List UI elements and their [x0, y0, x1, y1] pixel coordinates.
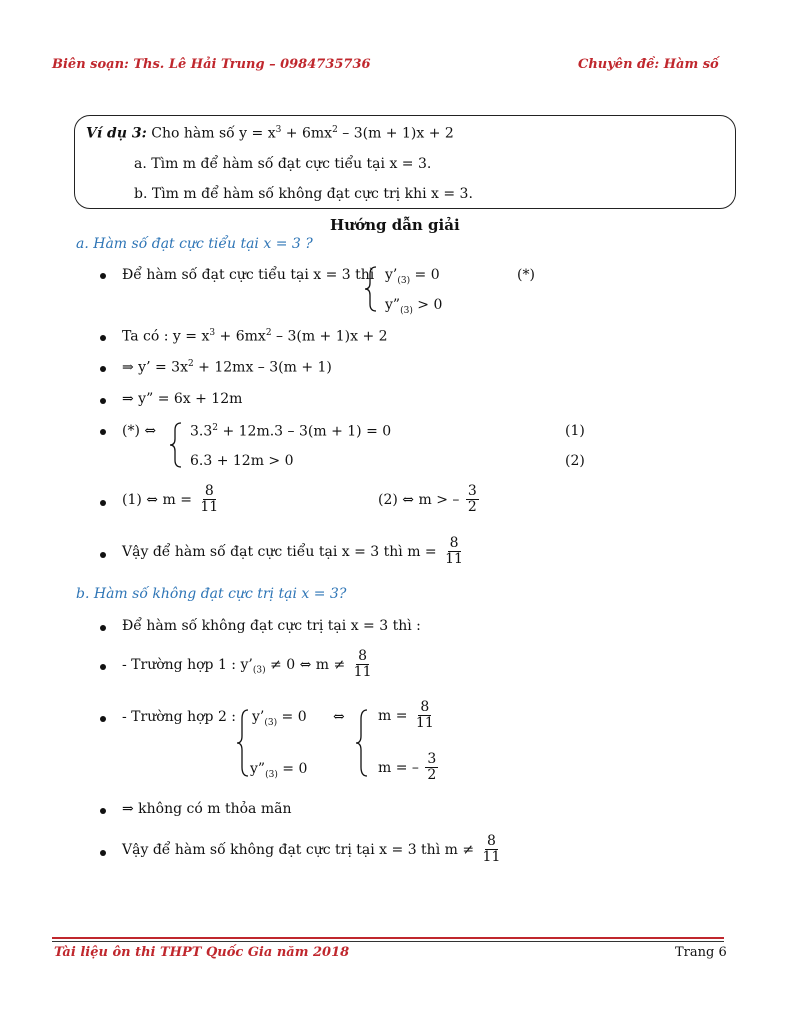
b-conclusion: Vậy để hàm số không đạt cực trị tại x = 3 thì m ≠ $\frac{8}{11}$ — [122, 833, 501, 866]
a-system-eq2: 6.3 + 12m > 0 — [190, 453, 294, 469]
left-brace — [236, 709, 250, 777]
header-author: Biên soạn: Ths. Lê Hải Trung – 0984735736 — [52, 57, 371, 72]
left-brace — [169, 422, 183, 468]
bullet — [100, 850, 106, 856]
b-case-2-cond2: $y”_{(3)} = 0$ — [250, 761, 308, 780]
a-condition-1: $y’_{(3)} = 0$ — [385, 267, 440, 286]
a-solution-2: (2) ⇔ m > – $\frac{3}{2}$ — [378, 483, 477, 516]
footer-rule — [52, 937, 724, 939]
a-solution-1: (1) ⇔ m = $\frac{8}{11}$ — [122, 483, 219, 516]
example-part-a: a. Tìm m để hàm số đạt cực tiểu tại x = 3. — [134, 156, 432, 172]
b-case-2-result2: m = – $\frac{3}{2}$ — [378, 751, 437, 784]
footer-rule-thin — [52, 941, 724, 942]
bullet — [100, 552, 106, 558]
section-b-heading: b. Hàm số không đạt cực trị tại x = 3? — [76, 586, 347, 602]
a-condition-2: $y”_{(3)} > 0$ — [385, 297, 443, 316]
b-case-2-cond1: $y’_{(3)} = 0$ — [252, 709, 307, 728]
a-first-derivative: ⇒ y’ = $3x^2 + 12mx - 3(m + 1)$ — [122, 359, 332, 376]
solution-title: Hướng dẫn giải — [330, 216, 460, 234]
b-case-2-result1: m = $\frac{8}{11}$ — [378, 699, 434, 732]
a-function: Ta có : $y = x^3 + 6mx^2 - 3(m + 1)x + 2$ — [122, 328, 388, 345]
b-case-1: - Trường hợp 1 : $y’_{(3)} \ne 0$ ⇔ m ≠ $\frac{8}{11}$ — [122, 648, 372, 681]
a-second-derivative: ⇒ y” = 6x + 12m — [122, 391, 243, 407]
bullet — [100, 664, 106, 670]
bullet — [100, 625, 106, 631]
b-condition-text: Để hàm số không đạt cực trị tại x = 3 thì : — [122, 618, 421, 634]
page-number: Trang 6 — [675, 945, 727, 960]
b-case-2-iff: ⇔ — [333, 709, 345, 725]
header-topic: Chuyên đề: Hàm số — [578, 57, 719, 72]
b-no-solution: ⇒ không có m thỏa mãn — [122, 801, 292, 817]
bullet — [100, 500, 106, 506]
left-brace — [355, 709, 369, 777]
example-label: Ví dụ 3: — [86, 125, 147, 142]
a-tag-star: (*) — [517, 267, 535, 283]
footer-left: Tài liệu ôn thi THPT Quốc Gia năm 2018 — [54, 945, 350, 960]
bullet — [100, 335, 106, 341]
b-case-2-text: - Trường hợp 2 : — [122, 709, 237, 725]
bullet — [100, 366, 106, 372]
a-conclusion: Vậy để hàm số đạt cực tiểu tại x = 3 thì m = $\frac{8}{11}$ — [122, 535, 463, 568]
bullet — [100, 808, 106, 814]
section-a-heading: a. Hàm số đạt cực tiểu tại x = 3 ? — [76, 236, 313, 252]
a-condition-text: Để hàm số đạt cực tiểu tại x = 3 thì — [122, 267, 375, 283]
example-statement: Ví dụ 3: Cho hàm số $y = x^3 + 6mx^2 - 3(m + 1)x + 2$ — [86, 125, 454, 142]
example-part-b: b. Tìm m để hàm số không đạt cực trị khi x = 3. — [134, 186, 473, 202]
a-tag-1: (1) — [565, 423, 585, 439]
a-system-lead: (*) ⇔ — [122, 423, 157, 439]
bullet — [100, 429, 106, 435]
a-tag-2: (2) — [565, 453, 585, 469]
a-system-eq1: $3.3^2 + 12m.3 - 3(m + 1) = 0$ — [190, 423, 392, 440]
bullet — [100, 273, 106, 279]
bullet — [100, 398, 106, 404]
left-brace — [364, 266, 378, 312]
bullet — [100, 716, 106, 722]
